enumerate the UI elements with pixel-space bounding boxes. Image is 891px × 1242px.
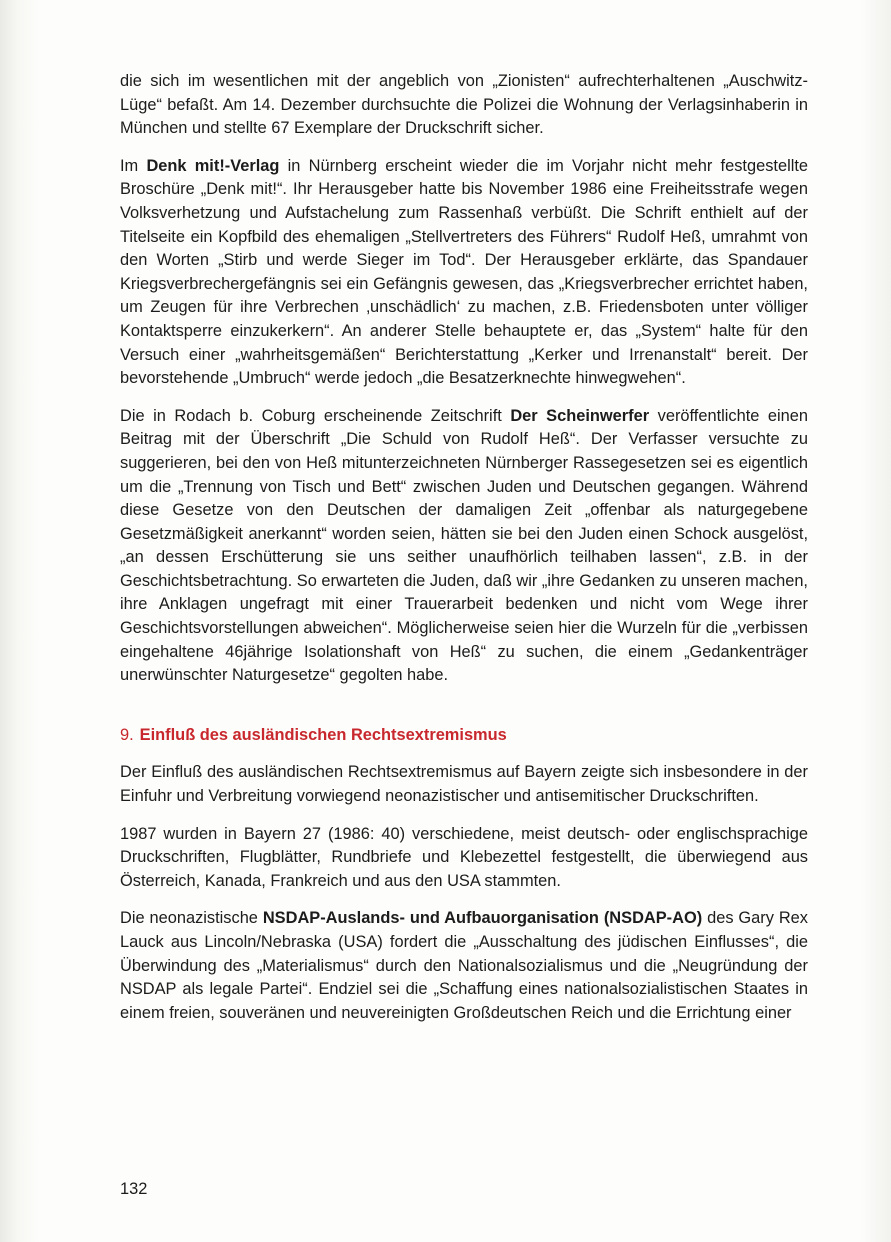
paragraph: 1987 wurden in Bayern 27 (1986: 40) verschiedene, meist deutsch- oder englischsprachige Druckschriften, Flugblätter, Rundbriefe und Klebezettel festgestellt, die überwiegend aus Österreich, Kanada, Frankreich und aus den USA stammten. bbox=[120, 824, 808, 890]
paragraph: Der Einfluß des ausländischen Rechtsextremismus auf Bayern zeigte sich insbesondere in der Einfuhr und Verbreitung vorwiegend neonazistischer und antisemitischer Druckschriften. bbox=[120, 763, 808, 806]
section-title: Einfluß des ausländischen Rechtsextremismus bbox=[139, 725, 507, 744]
paragraph-text: des Gary Rex Lauck aus Lincoln/Nebraska (USA) fordert die „Ausschaltung des jüdischen Einflusses“, die Überwindung des „Materialismus“ durch den Nationalsozialismus und die „Neugründung der NSDAP als legale Partei“. Endziel sei die „Schaffung eines nationalsozialistischen Staates in einem freien, souveränen und neuvereinigten Großdeutschen Reich und die Errichtung einer bbox=[120, 909, 808, 1022]
organization-name: NSDAP-Auslands- und Aufbauorganisation (NSDAP-AO) bbox=[262, 909, 703, 928]
paragraph-text: Die neonazistische bbox=[120, 909, 263, 928]
paragraph bbox=[120, 907, 808, 1025]
paragraph: die sich im wesentlichen mit der angeblich von „Zionisten“ aufrechterhaltenen „Auschwitz-Lüge“ befaßt. Am 14. Dezember durchsuchte die Polizei die Wohnung der Verlagsinhaberin in München und stellte 67 Exemplare der Druckschrift sicher. bbox=[120, 72, 808, 138]
page-number: 132 bbox=[120, 1180, 148, 1198]
publication-name: Der Scheinwerfer bbox=[510, 406, 650, 425]
section-heading bbox=[120, 724, 808, 748]
text-column bbox=[120, 70, 808, 1039]
paragraph-text: Die in Rodach b. Coburg erscheinende Zeitschrift bbox=[120, 406, 511, 425]
paragraph-text: veröffentlichte einen Beitrag mit der Überschrift „Die Schuld von Rudolf Heß“. Der Verfasser versuchte zu suggerieren, bei den von Heß mitunterzeichneten Nürnberger Rassegesetzen sei es eigentlich um die „Trennung von Tisch und Bett“ zwischen Juden und Deutschen gegangen. Während diese Gesetze von den Deutschen der damaligen Zeit „offenbar als naturgegebene Gesetzmäßigkeit anerkannt“ worden seien, hätten sie bei den Juden einen Schock ausgelöst, „an dessen Erschütterung sie uns seither unaufhörlich teilhaben lassen“, z.B. in der Geschichtsbetrachtung. So erwarteten die Juden, daß wir „ihre Gedanken zu unseren machen, ihre Anklagen ungefragt mit einer Trauerarbeit bedenken und nicht vom Wege ihrer Geschichtsvorstellungen abweichen“. Möglicherweise seien hier die Wurzeln für die „verbissen eingehaltene 46jährige Isolationshaft von Heß“ zu suchen, die einem „Gedankenträger unerwünschter Naturgesetze“ gegolten habe. bbox=[120, 406, 809, 685]
publisher-name: Denk mit!-Verlag bbox=[146, 156, 280, 175]
section-number: 9. bbox=[120, 725, 134, 744]
paragraph bbox=[120, 155, 808, 391]
paragraph-text: Im bbox=[120, 156, 147, 175]
paragraph-text: in Nürnberg erscheint wieder die im Vorjahr nicht mehr festgestellte Broschüre „Denk mit!“. Ihr Herausgeber hatte bis November 1986 eine Freiheitsstrafe wegen Volksverhetzung und Aufstachelung zum Rassenhaß verbüßt. Die Schrift enthielt auf der Titelseite ein Kopfbild des ehemaligen „Stellvertreters des Führers“ Rudolf Heß, umrahmt von den Worten „Stirb und werde Sieger im Tod“. Der Herausgeber erklärte, das Spandauer Kriegsverbrechergefängnis sei ein Gefängnis gewesen, das „Kriegsverbrecher errichtet haben, um Zeugen für ihre Verbrechen ‚unschädlich‘ zu machen, z.B. Friedensboten unter völliger Kontaktsperre einzukerkern“. An anderer Stelle behauptete er, das „System“ halte für den Versuch einer „wahrheitsgemäßen“ Berichterstattung „Kerker und Irrenanstalt“ bereit. Der bevorstehende „Umbruch“ werde jedoch „die Besatzerknechte hinwegwehen“. bbox=[120, 156, 809, 388]
paragraph bbox=[120, 405, 808, 688]
